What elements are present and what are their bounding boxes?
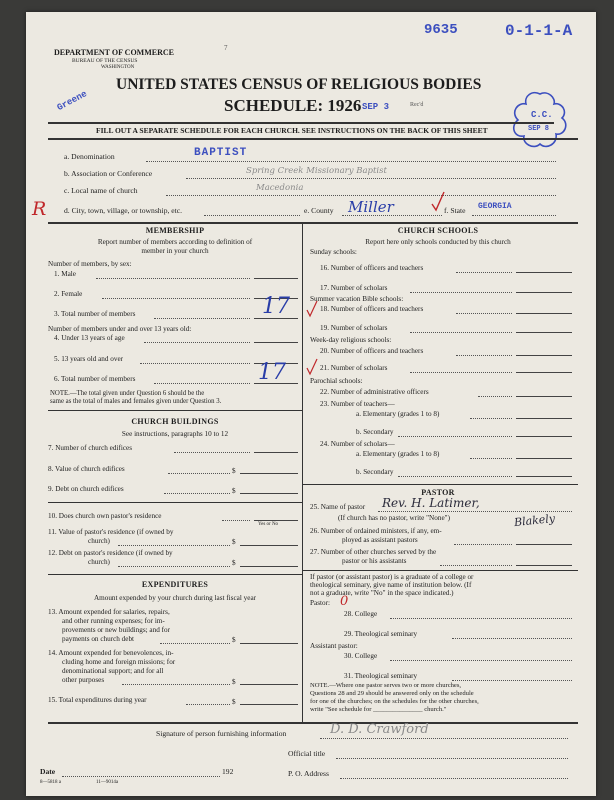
- q19-dots: [410, 332, 512, 333]
- assistant-pastor-label: Assistant pastor:: [310, 642, 358, 650]
- q3-total-value: 17: [262, 294, 290, 319]
- q24a-label: a. Elementary (grades 1 to 8): [356, 450, 440, 458]
- date-stamp-initials: Rec'd: [410, 102, 424, 108]
- q13-field[interactable]: [240, 643, 298, 644]
- serial-number-stamp: 9635: [424, 22, 458, 38]
- q10-hint: Yes or No: [258, 522, 279, 527]
- q12-dollar: $: [232, 559, 236, 567]
- association-value[interactable]: Spring Creek Missionary Baptist: [246, 166, 387, 176]
- pastor-title: PASTOR: [421, 488, 455, 497]
- official-title-field[interactable]: [336, 758, 568, 759]
- department-name: DEPARTMENT OF COMMERCE: [54, 48, 175, 57]
- column-divider: [302, 223, 303, 723]
- q22-field[interactable]: [516, 396, 572, 397]
- parochial-schools-label: Parochial schools:: [310, 377, 363, 385]
- print-code-2: 11—9014a: [96, 780, 119, 785]
- q28-label: 28. College: [344, 610, 378, 618]
- association-line: [186, 178, 556, 179]
- q25-label: 25. Name of pastor: [310, 503, 366, 511]
- q23b-field[interactable]: [516, 436, 572, 437]
- date-label: Date: [40, 767, 56, 776]
- pastor-red-mark: 0: [340, 594, 349, 609]
- seal-text: C.C.: [531, 110, 553, 120]
- buildings-title: CHURCH BUILDINGS: [131, 417, 219, 426]
- q14-line-2: cluding home and foreign missions; for: [62, 658, 176, 666]
- q14-field[interactable]: [240, 684, 298, 685]
- state-label: f. State: [444, 206, 466, 215]
- q24-label: 24. Number of scholars—: [320, 440, 395, 448]
- q1-dots: [96, 278, 250, 279]
- denomination-label: a. Denomination: [64, 152, 115, 161]
- q9-field[interactable]: [240, 493, 298, 494]
- schedule-title: SCHEDULE: 1926: [224, 96, 362, 115]
- county-value[interactable]: Miller: [348, 198, 394, 216]
- membership-intro-2: member in your church: [141, 247, 209, 255]
- q14-dots: [122, 684, 230, 685]
- q5-dots: [140, 363, 250, 364]
- instructions-banner: FILL OUT A SEPARATE SCHEDULE FOR EACH CHURCH. SEE INSTRUCTIONS ON THE BACK OF THIS SHEET: [96, 126, 488, 135]
- q13-line-2: and other running expenses; for im-: [62, 617, 165, 625]
- q7-dots: [174, 452, 250, 453]
- q24a-field[interactable]: [516, 458, 572, 459]
- q19-label: 19. Number of scholars: [320, 324, 388, 332]
- page-mark: 7: [224, 44, 228, 52]
- q15-dots: [186, 704, 230, 705]
- expenditures-title: EXPENDITURES: [141, 580, 209, 589]
- q23b-dots: [398, 436, 512, 437]
- q4-under13-label: 4. Under 13 years of age: [54, 334, 125, 342]
- state-line: [472, 215, 556, 216]
- buildings-rule: [48, 574, 302, 575]
- q11-label-2: church): [88, 537, 110, 545]
- census-form-sheet: [26, 12, 596, 796]
- q17-field[interactable]: [516, 292, 572, 293]
- denomination-line: [146, 161, 556, 162]
- q22-label: 22. Number of administrative officers: [320, 388, 429, 396]
- grad-note-2: theological seminary, give name of institution below. (If: [310, 581, 472, 589]
- membership-title: MEMBERSHIP: [145, 226, 205, 235]
- q8-label: 8. Value of church edifices: [48, 465, 125, 473]
- q14-line-3: denominational support; and for all: [62, 667, 164, 675]
- local-name-value[interactable]: Macedonia: [256, 183, 304, 193]
- q13-dots: [160, 643, 230, 644]
- date-field[interactable]: [62, 776, 220, 777]
- weekday-schools-label: Week-day religious schools:: [310, 336, 392, 344]
- q30-label: 30. College: [344, 652, 378, 660]
- q25-pastor-address: Blakely: [513, 511, 556, 530]
- county-stamp: Greene: [55, 88, 89, 114]
- q12-dots: [118, 566, 230, 567]
- q15-field[interactable]: [240, 704, 298, 705]
- association-label: b. Association or Conference: [64, 169, 153, 178]
- pastor-note-4: write "See schedule for _______________ church.": [310, 706, 447, 713]
- q18-red-check-icon: [306, 300, 318, 318]
- q11-label-1: 11. Value of pastor's residence (if owned by: [48, 528, 174, 536]
- q20-label: 20. Number of officers and teachers: [320, 347, 424, 355]
- q24b-dots: [398, 476, 512, 477]
- q12-label-1: 12. Debt on pastor's residence (if owned by: [48, 549, 173, 557]
- grad-note-1: If pastor (or assistant pastor) is a graduate of a college or: [310, 573, 474, 581]
- expenditures-intro: Amount expended by your church during last fiscal year: [93, 594, 257, 602]
- year-prefix: 192: [222, 767, 234, 776]
- q13-dollar: $: [232, 636, 236, 644]
- q6-total-label: 6. Total number of members: [54, 375, 136, 383]
- summer-schools-label: Summer vacation Bible schools:: [310, 295, 404, 303]
- membership-note-1: NOTE.—The total given under Question 6 should be the: [50, 390, 205, 397]
- membership-intro-1: Report number of members according to definition of: [97, 238, 253, 246]
- q26-field[interactable]: [516, 544, 572, 545]
- q31-label: 31. Theological seminary: [344, 672, 418, 680]
- q24a-dots: [470, 458, 512, 459]
- city-label: d. City, town, village, or township, etc.: [64, 206, 183, 215]
- q31-field[interactable]: [452, 680, 572, 681]
- form-code-stamp: 0-1-1-A: [505, 22, 573, 40]
- q25-hint: (If church has no pastor, write "None"): [338, 514, 450, 522]
- q9-dots: [164, 493, 230, 494]
- q21-label: 21. Number of scholars: [320, 364, 388, 372]
- age-intro: Number of members under and over 13 years old:: [48, 325, 192, 333]
- membership-note-2: same as the total of males and females given under Question 3.: [50, 398, 222, 405]
- q27-label-1: 27. Number of other churches served by the: [310, 548, 437, 556]
- header-rule-bottom: [48, 138, 578, 140]
- pastor-sub-label: Pastor:: [310, 599, 330, 607]
- q8-dots: [168, 473, 230, 474]
- q11-dollar: $: [232, 538, 236, 546]
- q7-label: 7. Number of church edifices: [48, 444, 133, 452]
- q9-label: 9. Debt on church edifices: [48, 485, 124, 493]
- q27-dots: [440, 565, 512, 566]
- q13-line-1: 13. Amount expended for salaries, repairs,: [48, 608, 170, 616]
- membership-rule: [48, 410, 302, 411]
- date-stamp: SEP 3: [362, 102, 390, 112]
- q21-dots: [410, 372, 512, 373]
- county-label: e. County: [304, 206, 334, 215]
- q29-label: 29. Theological seminary: [344, 630, 418, 638]
- q10-dots: [222, 520, 250, 521]
- q14-line-1: 14. Amount expended for benevolences, in-: [48, 649, 174, 657]
- signature-field[interactable]: [320, 738, 568, 739]
- q1-male-label: 1. Male: [54, 270, 76, 278]
- pastor-note-3: for one of the churches; on the schedules for the other churches,: [310, 698, 479, 705]
- q13-line-3: provements or new buildings; and for: [62, 626, 170, 634]
- q10-field[interactable]: [254, 520, 298, 521]
- q26-dots: [454, 544, 512, 545]
- q20-field[interactable]: [516, 355, 572, 356]
- q12-label-2: church): [88, 558, 110, 566]
- q4-under13-field[interactable]: [254, 342, 298, 343]
- q3-total-label: 3. Total number of members: [54, 310, 136, 318]
- margin-red-mark: R: [32, 198, 47, 220]
- q23b-label: b. Secondary: [356, 428, 394, 436]
- q29-field[interactable]: [452, 638, 572, 639]
- pastor-sub-rule: [303, 570, 578, 571]
- q26-label-1: 26. Number of ordained ministers, if any, em-: [310, 527, 442, 535]
- buildings-intro: See instructions, paragraphs 10 to 12: [121, 430, 229, 438]
- q16-dots: [456, 272, 512, 273]
- pastor-note-2: Questions 28 and 29 should be answered only on the schedule: [310, 690, 474, 697]
- q2-dots: [102, 298, 250, 299]
- form-title: UNITED STATES CENSUS OF RELIGIOUS BODIES: [116, 76, 482, 93]
- q26-label-2: ployed as assistant pastors: [342, 536, 418, 544]
- signature-value: D. D. Crawford: [330, 722, 429, 737]
- q24b-label: b. Secondary: [356, 468, 394, 476]
- q14-dollar: $: [232, 678, 236, 686]
- print-code-1: 8—5818 a: [40, 780, 61, 785]
- q3-dots: [154, 318, 250, 319]
- pastor-note-1: NOTE.—Where one pastor serves two or more churches,: [310, 682, 462, 689]
- official-title-label: Official title: [288, 749, 326, 758]
- denomination-value[interactable]: BAPTIST: [194, 147, 248, 159]
- seal-date: SEP 8: [528, 125, 550, 133]
- q28-field[interactable]: [390, 618, 572, 619]
- q1-male-field[interactable]: [254, 278, 298, 279]
- q21-field[interactable]: [516, 372, 572, 373]
- header-rule-top: [48, 122, 554, 124]
- q7-field[interactable]: [254, 452, 298, 453]
- q16-field[interactable]: [516, 272, 572, 273]
- body-bottom-rule: [48, 722, 578, 724]
- q18-dots: [456, 313, 512, 314]
- q23-label: 23. Number of teachers—: [320, 400, 395, 408]
- schools-intro: Report here only schools conducted by this church: [365, 238, 511, 246]
- q15-dollar: $: [232, 698, 236, 706]
- address-field[interactable]: [340, 778, 568, 779]
- q27-field[interactable]: [516, 565, 572, 566]
- address-label: P. O. Address: [288, 769, 329, 778]
- schools-rule: [303, 484, 578, 485]
- q20-dots: [456, 355, 512, 356]
- q18-label: 18. Number of officers and teachers: [320, 305, 424, 313]
- bureau-city: WASHINGTON: [101, 65, 135, 70]
- bureau-name: BUREAU OF THE CENSUS: [72, 58, 138, 64]
- signature-label: Signature of person furnishing information: [156, 729, 287, 738]
- q6-dots: [154, 383, 250, 384]
- q13-line-4: payments on church debt: [62, 635, 135, 643]
- q16-label: 16. Number of officers and teachers: [320, 264, 424, 272]
- q23a-dots: [470, 418, 512, 419]
- schools-title: CHURCH SCHOOLS: [397, 226, 479, 235]
- q17-label: 17. Number of scholars: [320, 284, 388, 292]
- q8-dollar: $: [232, 467, 236, 475]
- q22-dots: [478, 396, 512, 397]
- sunday-schools-label: Sunday schools:: [310, 248, 357, 256]
- q8-field[interactable]: [240, 473, 298, 474]
- q27-label-2: pastor or his assistants: [342, 557, 407, 565]
- identity-rule: [48, 222, 578, 224]
- q5-over13-label: 5. 13 years old and over: [54, 355, 124, 363]
- q6-total-value: 17: [258, 360, 286, 385]
- q9-dollar: $: [232, 487, 236, 495]
- q23a-field[interactable]: [516, 418, 572, 419]
- state-value[interactable]: GEORGIA: [478, 202, 512, 211]
- q12-field[interactable]: [240, 566, 298, 567]
- q14-line-4: other purposes: [62, 676, 105, 684]
- members-by-sex: Number of members, by sex:: [48, 260, 132, 268]
- q18-field[interactable]: [516, 313, 572, 314]
- q30-field[interactable]: [390, 660, 572, 661]
- q17-dots: [410, 292, 512, 293]
- q25-field[interactable]: [378, 511, 572, 512]
- grad-note-3: not a graduate, write "No" in the space indicated.): [310, 589, 454, 597]
- q24b-field[interactable]: [516, 476, 572, 477]
- q10-label: 10. Does church own pastor's residence: [48, 512, 162, 520]
- q19-field[interactable]: [516, 332, 572, 333]
- q23a-label: a. Elementary (grades 1 to 8): [356, 410, 440, 418]
- q25-pastor-name: Rev. H. Latimer,: [382, 496, 480, 510]
- q11-dots: [118, 545, 230, 546]
- receipt-seal-icon: [510, 90, 570, 152]
- city-line: [204, 215, 300, 216]
- local-name-line: [166, 195, 556, 196]
- q2-female-label: 2. Female: [54, 290, 83, 298]
- q4-dots: [144, 342, 250, 343]
- q21-red-check-icon: [306, 358, 318, 376]
- q11-field[interactable]: [240, 545, 298, 546]
- local-name-label: c. Local name of church: [64, 186, 138, 195]
- q15-label: 15. Total expenditures during year: [48, 696, 147, 704]
- buildings-sub-rule: [48, 502, 302, 503]
